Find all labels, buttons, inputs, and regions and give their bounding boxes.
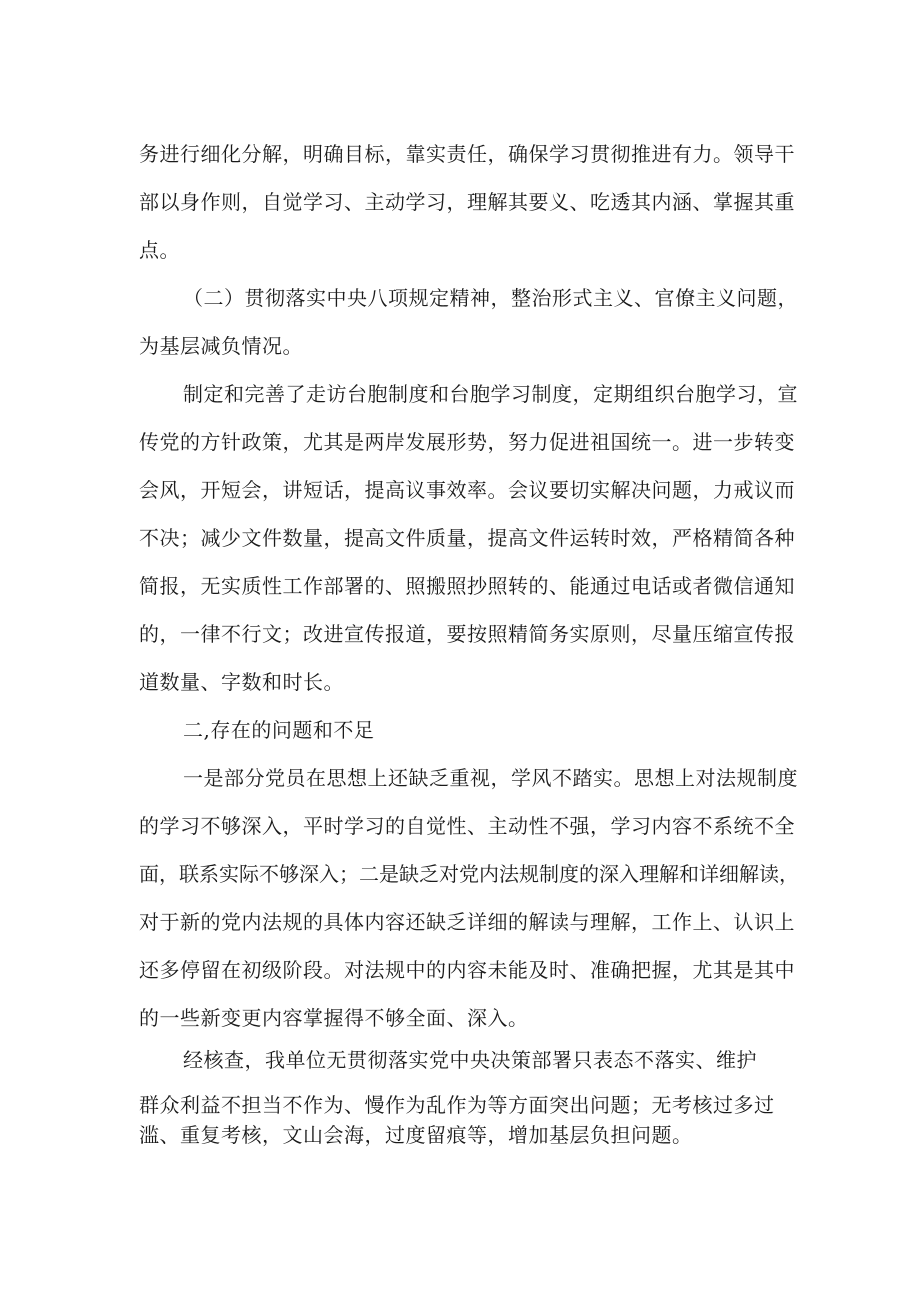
text-line-3: 点。 xyxy=(139,238,180,262)
text-line-10: 简报，无实质性工作部署的、照搬照抄照转的、能通过电话或者微信通知 xyxy=(139,574,795,598)
text-line-21: 群众利益不担当不作为、慢作为乱作为等方面突出问题；无考核过多过 xyxy=(139,1093,775,1117)
text-line-20: 经核查，我单位无贯彻落实党中央决策部署只表态不落实、维护 xyxy=(183,1048,757,1072)
text-line-22: 滥、重复考核，文山会海，过度留痕等，增加基层负担问题。 xyxy=(139,1123,693,1147)
text-line-17: 对于新的党内法规的具体内容还缺乏详细的解读与理解，工作上、认识上 xyxy=(139,910,795,934)
text-line-19: 的一些新变更内容掌握得不够全面、深入。 xyxy=(139,1006,529,1030)
text-line-12: 道数量、字数和时长。 xyxy=(139,670,344,694)
section-heading-2-line-2: 为基层减负情况。 xyxy=(139,334,303,358)
text-line-15: 的学习不够深入，平时学习的自觉性、主动性不强，学习内容不系统不全 xyxy=(139,814,795,838)
section-heading-2-line-1: （二）贯彻落实中央八项规定精神，整治形式主义、官僚主义问题， xyxy=(183,286,798,310)
text-line-16: 面，联系实际不够深入；二是缺乏对党内法规制度的深入理解和详细解读， xyxy=(139,862,799,886)
text-line-7: 传党的方针政策，尤其是两岸发展形势，努力促进祖国统一。进一步转变 xyxy=(139,430,795,454)
text-line-11: 的，一律不行文；改进宣传报道，要按照精简务实原则，尽量压缩宣传报 xyxy=(139,622,795,646)
text-line-9: 不决；减少文件数量，提高文件质量，提高文件运转时效，严格精简各种 xyxy=(139,526,795,550)
text-line-2: 部以身作则，自觉学习、主动学习，理解其要义、吃透其内涵、掌握其重 xyxy=(139,190,795,214)
text-line-1: 务进行细化分解，明确目标，靠实责任，确保学习贯彻推进有力。领导干 xyxy=(139,142,795,166)
text-line-14: 一是部分党员在思想上还缺乏重视，学风不踏实。思想上对法规制度 xyxy=(183,766,798,790)
text-line-8: 会风，开短会，讲短话，提高议事效率。会议要切实解决问题，力戒议而 xyxy=(139,478,795,502)
text-line-18: 还多停留在初级阶段。对法规中的内容未能及时、准确把握，尤其是其中 xyxy=(139,958,795,982)
section-heading-problems: 二,存在的问题和不足 xyxy=(183,718,375,742)
text-line-6: 制定和完善了走访台胞制度和台胞学习制度，定期组织台胞学习，宣 xyxy=(183,382,798,406)
